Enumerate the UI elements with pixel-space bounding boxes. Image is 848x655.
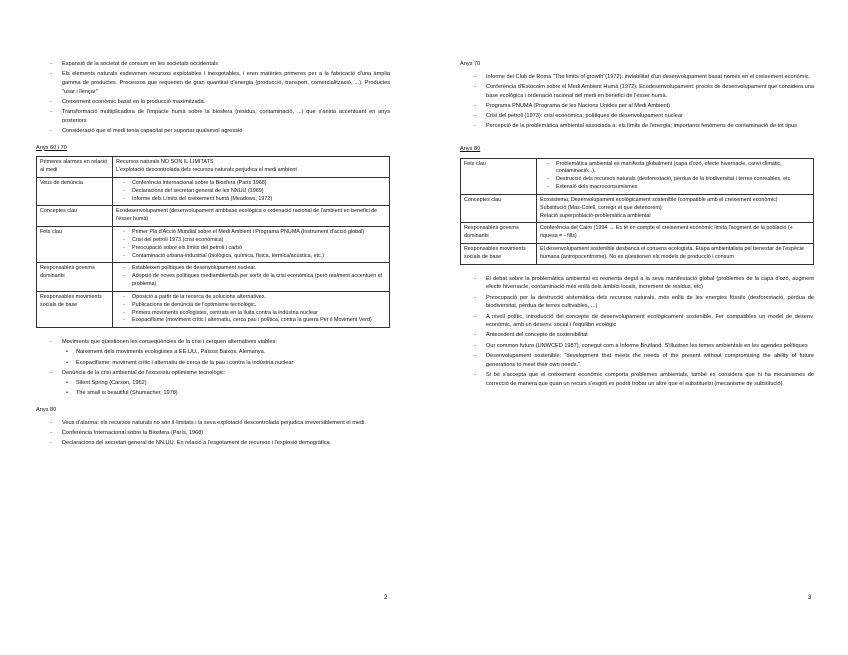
table-cell-value: Conferència del Cairo (1994 → Es té en compte el creixement econòmic limita l'augment de la població (+ riquesa = - fills): [537, 223, 814, 244]
table-row: [461, 244, 814, 265]
page-left-content: [36, 60, 390, 450]
list-item: - Declaracions del secretari general de les NNUU (1969): [116, 188, 386, 196]
list-item: - Ecopacifisme (moviment crític i alternatiu, cerca pau i política, contra la guerra Per il Moviment Verd): [116, 317, 386, 325]
section-heading: Anys 80: [36, 407, 57, 414]
list-item: • The small is beautiful (Shumacher, 1978): [36, 389, 390, 398]
list-item: - Transformació multiplicadora de l'impacte humà sobre la biosfera (residus, contaminació, ...) que s'aniria accentuant en anys posteriors: [36, 108, 390, 125]
list-item: - Conferència Internacional sobre la Biosfera (París 1968): [116, 180, 386, 188]
left-mid-list: [36, 338, 390, 347]
list-item: - Problemàtica ambiental es manifesta globalment (capa d'ozó, efecte hivernacle, canvi climàtic, contaminació...).: [540, 161, 810, 177]
page-right: [424, 0, 848, 655]
table-cell-key: Responsables moviments socials de base: [461, 244, 537, 265]
list-item: - Moviments que qüestionen les conseqüències de la crisi i cerquen alternatives viables:: [36, 338, 390, 347]
table-row: [461, 194, 814, 222]
list-item: - Primer Pla d'Acció Mundial sobre el Medi Ambient i Programa PNUMA (Instrument d'acció global): [116, 229, 386, 237]
right-top-list: [460, 73, 814, 131]
list-item: - Consideració que el medi tenia capacitat per suportar qualsevol agressió: [36, 127, 390, 136]
table-row: [37, 227, 390, 263]
table-cell-key: Fets clau: [461, 158, 537, 194]
list-item: - El debat sobre la problemàtica ambiental es reorienta degut a la seva manifestació global (problemes de la capa d'ozó, augment efecte hivernacle, contaminació més enllà dels àmbits locals, increment de residus, etc): [460, 275, 814, 292]
page-right-content: [460, 60, 814, 390]
list-item: - Adopció de noves polítiques mediambientals per sortir de la crisi econòmica (però realment accentuen el problema): [116, 273, 386, 289]
table-cell-key: Conceptes clau: [37, 206, 113, 227]
table-cell-value: Ecodesenvolupament (desenvolupament ambbase ecològica o ordenació racional de l'ambient en benefici de l'ésser humà): [113, 206, 390, 227]
table-anys-60-70: [36, 156, 390, 328]
table-row: [37, 206, 390, 227]
section-heading: Anys 60 i 70: [36, 144, 67, 151]
table-cell-value: [113, 263, 390, 291]
left-mid-sublist-2: [36, 379, 390, 398]
list-item: - Conferència Internacional sobre la Biosfera (París, 1968): [36, 429, 390, 438]
list-item: - A nivell polític, introducció del concepte de desenvolupament ecològicament sostenible. Fer compatibles un model de desenv. econòmic, amb un desenv. social i l'equilibri ecològic: [460, 313, 814, 330]
table-cell-value: [537, 158, 814, 194]
list-item: - Expansió de la societat de consum en les societats occidentals: [36, 60, 390, 69]
table-row: [37, 263, 390, 291]
list-item: • Silent Spring (Carson, 1962): [36, 379, 390, 388]
left-top-list: [36, 60, 390, 136]
list-item: - Publicacions de denúncia de l'optimisme tecnològic.: [116, 302, 386, 310]
table-row: [37, 291, 390, 327]
left-mid-sublist: [36, 348, 390, 367]
list-item: - Informe del Club de Roma "The limits of growth"(1972): inviabilitat d'un desenvolupament basat només en el creixement econòmic.: [460, 73, 814, 82]
list-item: - Preocupació per la destrucció sistemàtica dels recursos naturals, més enllà de les energies fòssils (desforestació, pèrdua de biodiversitat, pèrdua de terres cultivables, ...): [460, 294, 814, 311]
list-item: - Crisi del petroli (1973): crisi econòmica; polítiques de desenvolupament nuclear: [460, 112, 814, 121]
table-cell-key: Fets clau: [37, 227, 113, 263]
list-item: - Percepció de la problemàtica ambiental associada a: els límits de l'energia; importants fenòmens de contaminació de tot tipus: [460, 122, 814, 131]
list-item: • Naixement dels moviments ecologistes a EE.UU., Països Baixos, Alemanya.: [36, 348, 390, 357]
list-item: - Els elements naturals esdevenen recursos explotables i inesgotables, i eren matèries primeres per a la fabricació d'una àmplia gamma de productes. Processos que requerien de gran quantitat d'energia (producció, transport, comercialització, ...). Productes "usar i llençar": [36, 70, 390, 96]
list-item: - Antecedent del concepte de sostenibilitat: [460, 331, 814, 340]
list-item: - Primers moviments ecologistes, centrats en la lluita contra la indústria nuclear: [116, 310, 386, 318]
section-heading: Anys 70: [460, 61, 481, 67]
list-item: - Contaminació urbana-industrial (biològica, química, física, tèrmica/acústica, etc.): [116, 253, 386, 261]
table-anys-80: [460, 158, 814, 265]
page-number: 2: [384, 594, 388, 601]
table-cell-value: El desenvolupament sostenible desbanca el consens ecologista. Etapa ambientalista pel benestar de l'espècie humana (antropocentrisme). No es qüestionen els models de producció i consum: [537, 244, 814, 265]
table-row: [461, 223, 814, 244]
right-bottom-list: [460, 275, 814, 388]
list-item: - Oposició a partir de la recerca de solucions alternatives.: [116, 294, 386, 302]
table-cell-value: Ecosistema, Desenvolupament ecològicament sostenible (compatible amb el creixement econòmic) Substitució (Mas-Colell, corregir el que deteriorem) Relació superpoblació-problemàtica ambiental: [537, 194, 814, 222]
table-cell-key: Veus de denúncia: [37, 177, 113, 205]
table-cell-key: Conceptes clau: [461, 194, 537, 222]
table-cell-key: Responsables governs dominants: [37, 263, 113, 291]
list-item: - Destrucció dels recursos naturals (desforestació, pèrdua de la biodiversitat i terres conreables, etc.: [540, 176, 810, 184]
list-item: - Conferència d'Estocolm sobre el Medi Ambient Humà (1972). Ecodesenvolupament: procés de desenvolupament que considera una base ecològica i ordenació racional del medi en benefici de l'ésser humà.: [460, 83, 814, 100]
list-item: - Denúncia de la crisi ambiental de l'excessiu optimisme tecnològic:: [36, 369, 390, 378]
list-item: - Declaracions del secretari general de NN.UU. En relació a l'esgotament de recursos i l'explosió demogràfica: [36, 439, 390, 448]
table-row: [461, 158, 814, 194]
table-cell-value: Recursos naturals NO SON IL·LIMITATS L'explotació descontrolada dels recursos naturals perjudica el medi ambient: [113, 157, 390, 178]
table-cell-key: Primeres alarmes en relació al medi: [37, 157, 113, 178]
list-item: - Extensió dels macroconsumismes: [540, 184, 810, 192]
list-item: - Si bé s'accepta que el creixement econòmic comporta problemes ambientals, també es considera que hi ha mecanismes de correcció de manera que quan un recurs s'esgoti es podrà trobar un altre que el substitueixi (mecanisme de substitució): [460, 371, 814, 388]
page-number: 3: [808, 594, 812, 601]
list-item: - Programa PNUMA (Programa de les Nacions Unides per al Medi Ambient): [460, 102, 814, 111]
left-bottom-list: [36, 419, 390, 448]
table-row: [37, 177, 390, 205]
list-item: - Veus d'alarma: els recursos naturals no són il·limitats i la seva explotació descontrolada perjudica irreversiblement el medi.: [36, 419, 390, 428]
section-heading: Anys 80: [460, 145, 481, 152]
list-item: - Desenvolupament sostenible: "development that meets the needs of the present without compromising the ability of future generations to meet their own needs.": [460, 352, 814, 369]
table-cell-key: Responsables moviments socials de base: [37, 291, 113, 327]
table-row: [37, 157, 390, 178]
table-cell-value: [113, 227, 390, 263]
left-mid-list-2: [36, 369, 390, 378]
list-item: - Informe dels Límits del creixement humà (Meadows, 1972): [116, 196, 386, 204]
list-item: • Ecopacifisme: moviment crític i alternatiu de cerca de la pau i contra la indústria nuclear: [36, 359, 390, 368]
list-item: - Estableixen polítiques de desenvolupament nuclear.: [116, 265, 386, 273]
table-cell-value: [113, 291, 390, 327]
table-cell-value: [113, 177, 390, 205]
list-item: - Our common future (UNWCED 1987), conegut com a Informe Brutland. S'illustren les temes ambientals en les agendes polítiques: [460, 342, 814, 351]
table-cell-key: Responsables governs dominants: [461, 223, 537, 244]
list-item: - Preocupació sobre els límits del petroli i carbó: [116, 245, 386, 253]
list-item: - Creixement econòmic basat en la producció maximitzada.: [36, 98, 390, 107]
list-item: - Crisi del petroli 1973 (crisi econòmica): [116, 237, 386, 245]
